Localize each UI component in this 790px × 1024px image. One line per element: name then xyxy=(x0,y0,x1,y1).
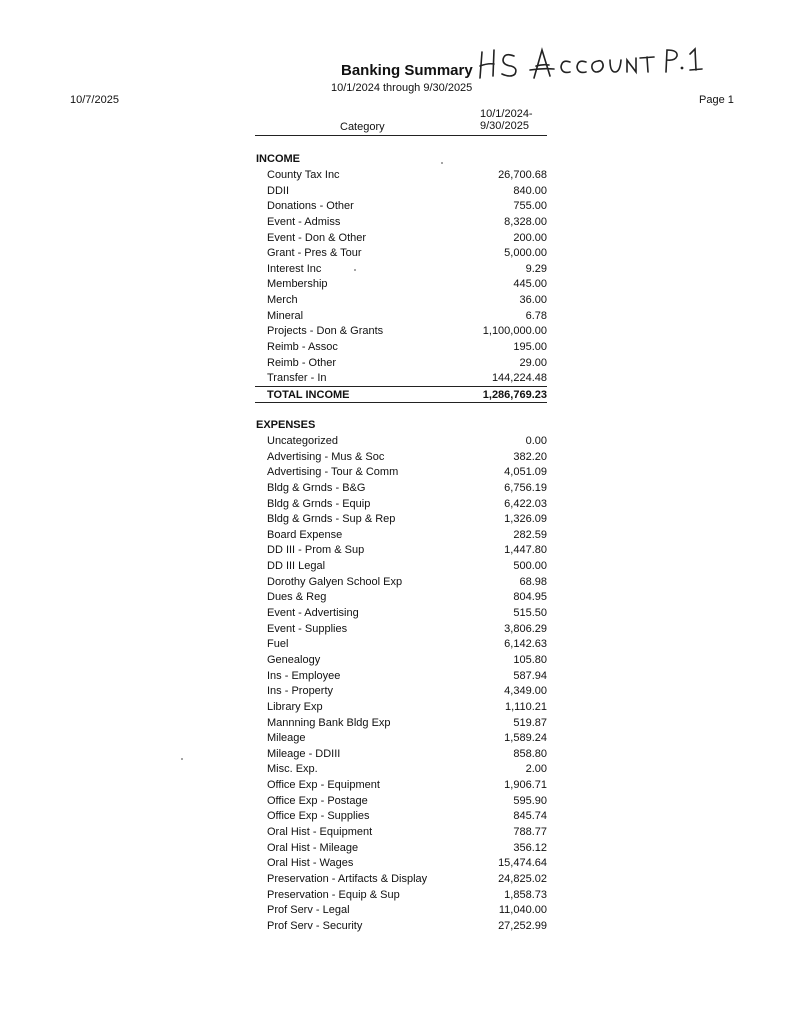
income-item-amount: 1,100,000.00 xyxy=(482,325,547,338)
income-item-label: Transfer - In xyxy=(267,372,327,385)
expense-item-label: Mileage xyxy=(267,732,306,745)
expense-item-amount: 356.12 xyxy=(513,841,547,854)
income-item-row xyxy=(255,199,547,215)
expense-item-amount: 2.00 xyxy=(525,763,547,776)
expense-item-row xyxy=(255,559,547,575)
expense-item-label: Prof Serv - Legal xyxy=(267,904,350,917)
income-item-label: Interest Inc xyxy=(267,262,322,275)
income-item-row xyxy=(255,293,547,309)
expense-item-label: Misc. Exp. xyxy=(267,763,318,776)
expense-item-label: Dorothy Galyen School Exp xyxy=(267,575,403,588)
expense-item-label: Oral Hist - Mileage xyxy=(267,841,359,854)
expense-item-row xyxy=(255,653,547,669)
income-item-label: Event - Don & Other xyxy=(267,231,367,244)
income-item-amount: 840.00 xyxy=(513,184,547,197)
income-item-row xyxy=(255,262,547,278)
income-item-label: Projects - Don & Grants xyxy=(267,325,384,338)
expense-item-row xyxy=(255,700,547,716)
expense-item-label: Uncategorized xyxy=(267,435,338,447)
expense-item-amount: 4,349.00 xyxy=(504,685,547,698)
expense-item-row xyxy=(255,919,547,935)
income-item-amount: 36.00 xyxy=(519,294,547,307)
expense-item-label: DD III - Prom & Sup xyxy=(267,544,365,557)
expense-item-row xyxy=(255,481,547,497)
expense-item-label: Preservation - Equip & Sup xyxy=(267,888,400,901)
income-item-label: Grant - Pres & Tour xyxy=(267,247,362,260)
expense-item-label: Event - Supplies xyxy=(267,622,348,635)
expense-item-amount: 27,252.99 xyxy=(498,919,547,932)
column-header-period-line2: 9/30/2025 xyxy=(480,120,529,132)
income-item-row xyxy=(255,215,547,231)
expense-item-label: Dues & Reg xyxy=(267,591,327,604)
income-item-label: DDII xyxy=(267,184,289,197)
expense-item-label: Office Exp - Supplies xyxy=(267,810,370,823)
column-header-period xyxy=(480,108,533,132)
expense-item-label: Preservation - Artifacts & Display xyxy=(267,872,428,885)
expense-item-label: Advertising - Tour & Comm xyxy=(267,466,399,479)
expense-item-row xyxy=(255,575,547,591)
total-income-label: TOTAL INCOME xyxy=(267,389,350,401)
column-header-period-line1: 10/1/2024- xyxy=(480,108,533,120)
total-income-divider xyxy=(255,402,547,403)
expense-item-row xyxy=(255,497,547,513)
income-item-amount: 5,000.00 xyxy=(504,247,547,260)
page-number: Page 1 xyxy=(699,94,734,106)
expense-item-label: Ins - Employee xyxy=(267,669,341,682)
header-divider xyxy=(255,135,547,136)
scan-speck xyxy=(354,269,356,271)
expense-item-row xyxy=(255,528,547,544)
expense-item-amount: 105.80 xyxy=(513,653,547,666)
expense-list xyxy=(255,434,547,935)
income-item-amount: 8,328.00 xyxy=(504,215,547,228)
expense-item-amount: 519.87 xyxy=(513,716,547,729)
expense-item-amount: 500.00 xyxy=(513,560,547,573)
scan-speck xyxy=(441,162,443,164)
income-item-label: Reimb - Assoc xyxy=(267,341,338,354)
total-income-amount: 1,286,769.23 xyxy=(482,389,547,401)
income-item-amount: 26,700.68 xyxy=(498,169,547,181)
expense-item-label: Bldg & Grnds - Sup & Rep xyxy=(267,513,396,526)
income-item-label: Merch xyxy=(267,294,298,307)
income-item-amount: 9.29 xyxy=(525,262,547,275)
expense-item-amount: 1,858.73 xyxy=(504,888,547,901)
expense-item-amount: 24,825.02 xyxy=(498,872,547,885)
income-item-amount: 29.00 xyxy=(519,356,547,369)
expense-item-amount: 68.98 xyxy=(519,575,547,588)
income-heading: INCOME xyxy=(256,153,300,165)
expense-item-label: Mileage - DDIII xyxy=(267,747,341,760)
expense-item-row xyxy=(255,794,547,810)
report-title: Banking Summary xyxy=(341,62,473,79)
expense-item-row xyxy=(255,778,547,794)
expense-item-label: Library Exp xyxy=(267,700,323,713)
expense-item-label: Advertising - Mus & Soc xyxy=(267,450,385,463)
income-item-label: Membership xyxy=(267,278,328,291)
income-item-row xyxy=(255,184,547,200)
income-item-row xyxy=(255,340,547,356)
expense-item-label: Board Expense xyxy=(267,528,343,541)
income-item-row xyxy=(255,356,547,372)
expense-item-amount: 15,474.64 xyxy=(498,857,547,870)
expense-item-row xyxy=(255,512,547,528)
expense-item-amount: 282.59 xyxy=(513,528,547,541)
income-item-row xyxy=(255,246,547,262)
expense-item-label: Office Exp - Equipment xyxy=(267,779,380,792)
expense-item-label: Prof Serv - Security xyxy=(267,919,363,932)
expense-item-row xyxy=(255,762,547,778)
expense-item-amount: 595.90 xyxy=(513,794,547,807)
income-item-amount: 6.78 xyxy=(525,309,547,322)
expense-item-amount: 587.94 xyxy=(513,669,547,682)
expense-item-row xyxy=(255,716,547,732)
expense-item-label: Oral Hist - Equipment xyxy=(267,826,373,839)
expense-item-row xyxy=(255,543,547,559)
expense-item-row xyxy=(255,872,547,888)
expense-item-row xyxy=(255,841,547,857)
expense-item-amount: 6,756.19 xyxy=(504,481,547,494)
expense-item-amount: 0.00 xyxy=(525,435,547,447)
expense-item-amount: 788.77 xyxy=(513,826,547,839)
expense-item-amount: 4,051.09 xyxy=(504,466,547,479)
income-item-row xyxy=(255,324,547,340)
expense-item-row xyxy=(255,731,547,747)
expense-item-row xyxy=(255,684,547,700)
expense-item-label: Oral Hist - Wages xyxy=(267,857,354,870)
income-item-label: County Tax Inc xyxy=(267,169,340,181)
expense-item-row xyxy=(255,809,547,825)
expense-item-label: Bldg & Grnds - B&G xyxy=(267,481,366,494)
column-header-category: Category xyxy=(340,121,385,133)
total-income-row xyxy=(255,386,547,403)
expense-item-amount: 3,806.29 xyxy=(504,622,547,635)
expense-item-amount: 6,142.63 xyxy=(504,638,547,651)
expense-item-row xyxy=(255,856,547,872)
expense-item-amount: 1,110.21 xyxy=(504,700,547,713)
expense-item-row xyxy=(255,606,547,622)
expense-item-row xyxy=(255,622,547,638)
income-item-label: Event - Admiss xyxy=(267,215,341,228)
income-item-row xyxy=(255,277,547,293)
expense-item-row xyxy=(255,434,547,450)
income-list xyxy=(255,168,547,387)
income-item-label: Mineral xyxy=(267,309,304,322)
expense-item-amount: 1,447.80 xyxy=(504,544,547,557)
expense-item-amount: 804.95 xyxy=(513,591,547,604)
expense-item-row xyxy=(255,747,547,763)
expense-item-row xyxy=(255,888,547,904)
expense-item-amount: 1,906.71 xyxy=(504,779,547,792)
expense-item-amount: 845.74 xyxy=(513,810,547,823)
income-item-amount: 195.00 xyxy=(513,341,547,354)
expense-item-label: Mannning Bank Bldg Exp xyxy=(267,716,391,729)
expense-item-label: Event - Advertising xyxy=(267,607,359,620)
income-item-label: Reimb - Other xyxy=(267,356,337,369)
income-item-label: Donations - Other xyxy=(267,200,354,213)
expense-item-label: DD III Legal xyxy=(267,560,326,573)
expense-item-row xyxy=(255,450,547,466)
expense-item-amount: 858.80 xyxy=(513,747,547,760)
expense-item-amount: 515.50 xyxy=(513,607,547,620)
expense-item-label: Fuel xyxy=(267,638,289,651)
expense-item-amount: 6,422.03 xyxy=(504,497,547,510)
income-item-row xyxy=(255,371,547,387)
date-range: 10/1/2024 through 9/30/2025 xyxy=(331,82,473,94)
print-date: 10/7/2025 xyxy=(70,94,119,106)
income-item-row xyxy=(255,309,547,325)
expense-item-label: Ins - Property xyxy=(267,685,334,698)
expense-item-row xyxy=(255,825,547,841)
income-item-row xyxy=(255,231,547,247)
expense-item-label: Bldg & Grnds - Equip xyxy=(267,497,371,510)
expense-item-row xyxy=(255,669,547,685)
scan-speck xyxy=(181,758,183,760)
income-item-amount: 755.00 xyxy=(513,200,547,213)
expense-item-row xyxy=(255,590,547,606)
expense-item-label: Office Exp - Postage xyxy=(267,794,368,807)
expense-item-amount: 11,040.00 xyxy=(498,904,547,917)
income-item-row xyxy=(255,168,547,184)
expense-item-label: Genealogy xyxy=(267,653,321,666)
expense-item-row xyxy=(255,465,547,481)
income-item-amount: 200.00 xyxy=(513,231,547,244)
expense-item-row xyxy=(255,903,547,919)
handwritten-note-text xyxy=(478,44,708,86)
income-item-amount: 445.00 xyxy=(513,278,547,291)
expense-item-amount: 382.20 xyxy=(513,450,547,463)
expense-item-amount: 1,589.24 xyxy=(504,732,547,745)
expense-item-row xyxy=(255,637,547,653)
income-item-amount: 144,224.48 xyxy=(491,372,547,385)
expenses-heading: EXPENSES xyxy=(256,419,316,431)
expense-item-amount: 1,326.09 xyxy=(504,513,547,526)
